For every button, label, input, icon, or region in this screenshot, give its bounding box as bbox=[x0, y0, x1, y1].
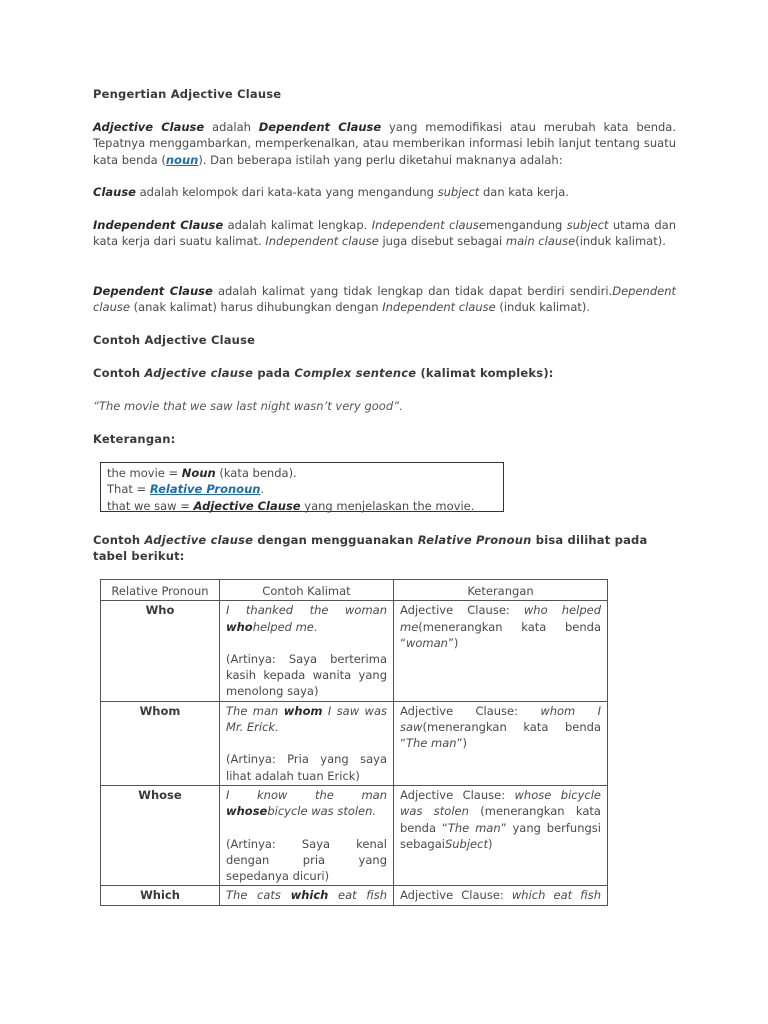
text: That = bbox=[107, 482, 150, 497]
text: mengandung bbox=[485, 218, 567, 232]
text: yang menjelaskan the movie. bbox=[300, 498, 475, 513]
noun-link[interactable]: noun bbox=[165, 152, 199, 167]
text-italic: Adjective clause bbox=[144, 533, 254, 547]
page-title: Pengertian Adjective Clause bbox=[93, 87, 282, 101]
text-italic: whose bicycle was stolen bbox=[400, 787, 601, 819]
text-italic: The man bbox=[447, 820, 501, 835]
text-italic: Independent clause bbox=[371, 218, 486, 232]
text-italic: Independent clause bbox=[265, 234, 379, 249]
table-row bbox=[101, 886, 608, 905]
text-bold-italic: whose bbox=[226, 804, 268, 819]
text-italic: Adjective clause bbox=[144, 366, 254, 380]
translation: (Artinya: Saya berterima kasih kepada wanita yang menolong saya) bbox=[226, 651, 387, 699]
text: Adjective Clause: bbox=[400, 603, 524, 618]
text-italic: whom I saw bbox=[400, 703, 601, 735]
text: ). Dan beberapa istilah yang perlu diketahui maknanya adalah: bbox=[198, 152, 563, 167]
text: . bbox=[260, 482, 265, 497]
header-relative-pronoun: Relative Pronoun bbox=[101, 580, 220, 601]
translation: (Artinya: Saya kenal dengan pria yang sepedanya dicuri) bbox=[226, 836, 387, 884]
text-italic: Complex sentence bbox=[294, 366, 417, 380]
text-italic: eat fish bbox=[328, 888, 387, 903]
text: (kalimat kompleks): bbox=[416, 366, 554, 380]
intro-paragraph bbox=[93, 119, 676, 168]
table-row bbox=[101, 701, 608, 785]
text: ) bbox=[487, 836, 493, 851]
pronoun-cell: Whom bbox=[101, 701, 220, 785]
spacer bbox=[226, 820, 387, 836]
text: yang memodifikasi atau merubah kata benda. Tepatnya menggambarkan, memperkenalkan, atau memberikan informasi lebih lanjut tentang suatu kata benda ( bbox=[93, 120, 676, 167]
text: dengan mengguanakan bbox=[253, 533, 418, 547]
independent-clause-definition bbox=[93, 217, 676, 250]
text-italic: woman bbox=[405, 635, 448, 650]
example-sentence bbox=[226, 887, 387, 903]
keterangan-cell bbox=[394, 886, 608, 905]
text: Contoh bbox=[93, 533, 145, 547]
text-bold-italic: whom bbox=[283, 703, 323, 718]
pronoun-cell: Which bbox=[101, 886, 220, 905]
text: (kata benda). bbox=[215, 466, 297, 480]
text: juga disebut sebagai bbox=[378, 234, 506, 249]
text-italic: which eat fish bbox=[511, 888, 601, 903]
text: dan kata kerja. bbox=[479, 185, 569, 199]
keterangan-text bbox=[400, 887, 601, 903]
complex-sentence-heading bbox=[93, 365, 676, 381]
text: Adjective Clause: bbox=[400, 787, 515, 802]
text-italic: subject bbox=[566, 218, 609, 232]
text: (menerangkan kata benda “ bbox=[400, 804, 601, 835]
example-cell bbox=[220, 701, 394, 785]
text-italic: I know the man bbox=[226, 787, 387, 802]
example-cell bbox=[220, 785, 394, 885]
term-independent-clause: Independent Clause bbox=[93, 218, 224, 232]
text-italic: Subject bbox=[444, 836, 488, 851]
pronoun-cell: Who bbox=[101, 601, 220, 701]
example-sentence bbox=[226, 602, 387, 635]
table-header-row bbox=[101, 580, 608, 601]
keterangan-cell bbox=[394, 701, 608, 785]
text: bisa dilihat pada tabel berikut: bbox=[93, 533, 648, 564]
text-italic: I saw was Mr. Erick. bbox=[226, 703, 387, 735]
text-italic: The cats bbox=[226, 888, 291, 903]
keterangan-box bbox=[100, 462, 504, 512]
text: Adjective Clause: bbox=[400, 703, 541, 718]
spacer bbox=[226, 635, 387, 651]
text-bold-italic: who bbox=[226, 619, 253, 634]
text: pada bbox=[253, 366, 295, 380]
table-row bbox=[101, 601, 608, 701]
text: adalah kalimat lengkap. bbox=[223, 218, 372, 232]
header-keterangan: Keterangan bbox=[394, 580, 608, 601]
box-line-relative-pronoun bbox=[107, 481, 497, 497]
text-italic: Independent clause bbox=[382, 300, 496, 315]
text-italic: The man bbox=[226, 703, 284, 718]
text-italic: bicycle was stolen. bbox=[267, 804, 377, 819]
contoh-heading: Contoh Adjective Clause bbox=[93, 333, 256, 347]
example-cell bbox=[220, 601, 394, 701]
text-italic: The man bbox=[405, 736, 457, 751]
text-bold-italic: Noun bbox=[181, 466, 216, 480]
text-italic: Relative Pronoun bbox=[417, 533, 532, 547]
box-line-adjective-clause bbox=[107, 498, 497, 514]
example-sentence bbox=[226, 703, 387, 736]
term-adjective-clause: Adjective Clause bbox=[93, 120, 205, 134]
text: adalah kelompok dari kata-kata yang mengandung bbox=[135, 185, 438, 199]
example-quote: “The movie that we saw last night wasn’t very good”. bbox=[93, 399, 403, 413]
text-italic: I thanked the woman bbox=[226, 603, 387, 618]
text: Contoh bbox=[93, 366, 145, 380]
text: adalah bbox=[204, 120, 259, 134]
translation: (Artinya: Pria yang saya lihat adalah tuan Erick) bbox=[226, 752, 387, 783]
example-cell bbox=[220, 886, 394, 905]
text-italic: Dependent clause bbox=[93, 284, 676, 315]
text: (menerangkan kata benda “ bbox=[400, 720, 601, 751]
text-italic: helped me. bbox=[252, 619, 318, 634]
text: ” yang berfungsi sebagai bbox=[400, 820, 601, 851]
term-dependent-clause: Dependent Clause bbox=[93, 284, 213, 298]
keterangan-cell bbox=[394, 601, 608, 701]
header-contoh-kalimat: Contoh Kalimat bbox=[220, 580, 394, 601]
term-clause: Clause bbox=[93, 185, 136, 199]
keterangan-heading: Keterangan: bbox=[93, 432, 176, 446]
relative-pronoun-link[interactable]: Relative Pronoun bbox=[149, 482, 261, 497]
text-italic: main clause bbox=[505, 234, 576, 249]
example-sentence bbox=[226, 787, 387, 820]
box-line-noun bbox=[107, 465, 497, 481]
text: (induk kalimat). bbox=[575, 234, 666, 249]
text: ”) bbox=[447, 635, 459, 650]
clause-definition bbox=[93, 184, 676, 200]
term-dependent-clause: Dependent Clause bbox=[258, 120, 382, 134]
text-bold-italic: Adjective Clause bbox=[193, 498, 301, 513]
text: Adjective Clause: bbox=[400, 888, 512, 903]
text: (anak kalimat) harus dihubungkan dengan bbox=[129, 300, 383, 315]
relative-pronoun-table bbox=[100, 579, 608, 906]
term-subject: subject bbox=[437, 185, 480, 199]
table-row bbox=[101, 785, 608, 885]
spacer bbox=[226, 735, 387, 751]
text: adalah kalimat yang tidak lengkap dan tidak dapat berdiri sendiri. bbox=[212, 284, 613, 298]
keterangan-cell bbox=[394, 785, 608, 885]
text-bold-italic: which bbox=[290, 888, 329, 903]
text: (menerangkan kata benda “ bbox=[400, 619, 601, 650]
text: (induk kalimat). bbox=[495, 300, 591, 315]
dependent-clause-definition bbox=[93, 283, 676, 316]
text: utama dan kata kerja dari suatu kalimat. bbox=[93, 218, 676, 249]
text-italic: who helped me bbox=[400, 603, 601, 634]
table-heading bbox=[93, 532, 676, 565]
text: the movie = bbox=[107, 466, 182, 480]
text: ”) bbox=[456, 736, 468, 751]
pronoun-cell: Whose bbox=[101, 785, 220, 885]
text: that we saw = bbox=[107, 498, 194, 513]
